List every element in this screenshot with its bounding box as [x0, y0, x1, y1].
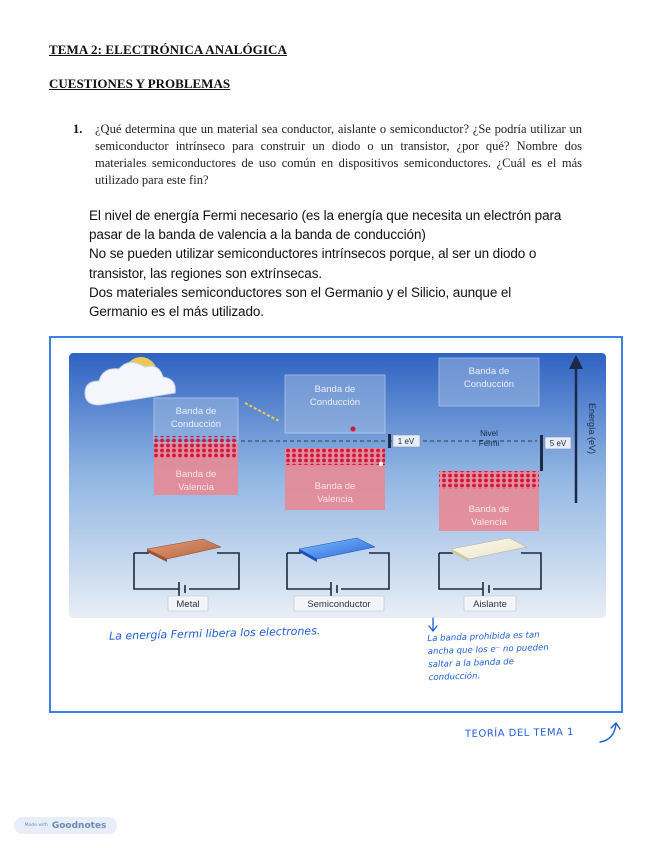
ins-valence-label: Valencia [471, 517, 507, 528]
note-line: La banda prohibida es tan [427, 630, 540, 645]
semi-conduction-label: Conducción [309, 397, 361, 408]
gap-marker [388, 434, 391, 448]
semi-valence-label: Banda de [314, 481, 356, 492]
answer-line: No se pueden utilizar semiconductores intrínsecos porque, al ser un diodo o [89, 246, 537, 262]
badge-made-with: Made with [24, 823, 48, 828]
gap-marker [540, 435, 543, 471]
fermi-label: Fermi [478, 439, 500, 448]
ins-conduction-label: Conducción [463, 379, 515, 390]
typed-answer [89, 206, 609, 321]
semi-valence-label: Valencia [317, 494, 353, 505]
answer-line: El nivel de energía Fermi necesario (es la energía que necesita un electrón para [89, 208, 562, 223]
handwritten-note-fermi: La energía Fermi libera los electrones. [108, 624, 321, 643]
handwritten-note-theory: TEORÍA DEL TEMA 1 [464, 727, 575, 740]
gap-5ev-label: 5 eV [549, 439, 567, 448]
note-line: conducción. [428, 671, 481, 684]
band-diagram [69, 353, 606, 618]
answer-line: transistor, las regiones son extrínsecas. [89, 265, 323, 281]
section-title: CUESTIONES Y PROBLEMAS [49, 76, 231, 91]
note-line: ancha que los e⁻ no pueden [427, 642, 549, 658]
energy-axis-label: Energía (eV) [587, 403, 597, 455]
ins-electrons [439, 471, 539, 489]
metal-valence-label: Valencia [178, 482, 214, 493]
ins-valence-label: Banda de [468, 504, 510, 515]
down-arrow-icon [426, 617, 440, 633]
metal-electrons [154, 436, 238, 458]
insulator-label: Aislante [473, 599, 507, 610]
gap-1ev-label: 1 eV [397, 437, 415, 446]
answer-line: pasar de la banda de valencia a la banda de conducción) [89, 227, 426, 243]
curved-arrow-icon [596, 720, 624, 746]
semi-electrons [285, 448, 385, 465]
answer-line: Dos materiales semiconductores son el Germanio y el Silicio, aunque el [89, 284, 512, 300]
document-title: TEMA 2: ELECTRÓNICA ANALÓGICA [49, 42, 288, 57]
badge-brand: Goodnotes [51, 820, 107, 831]
metal-label: Metal [176, 599, 200, 610]
ins-conduction-label: Banda de [468, 366, 510, 377]
hole [379, 462, 383, 466]
metal-conduction-label: Banda de [175, 406, 217, 417]
handwritten-note-gap [427, 629, 550, 685]
question-number: 1. [73, 122, 83, 136]
free-electron [351, 427, 356, 432]
answer-line: Germanio es el más utilizado. [89, 304, 264, 320]
fermi-label: Nivel [480, 429, 498, 438]
note-line: saltar a la banda de [428, 657, 515, 671]
metal-valence-label: Banda de [175, 469, 217, 480]
question-text: ¿Qué determina que un material sea conductor, aislante o semiconductor? ¿Se podría utilizar un semiconductor intrínseco para construir un diodo o un transistor, ¿por qué? Nombre dos materiales semiconductores de uso común en dispositivos semiconductores. ¿Cuál es el más utilizado para este fin? [95, 122, 582, 187]
semi-conduction-label: Banda de [314, 384, 356, 395]
metal-conduction-label: Conducción [170, 419, 222, 430]
semiconductor-label: Semiconductor [307, 599, 371, 610]
goodnotes-badge [14, 817, 117, 834]
